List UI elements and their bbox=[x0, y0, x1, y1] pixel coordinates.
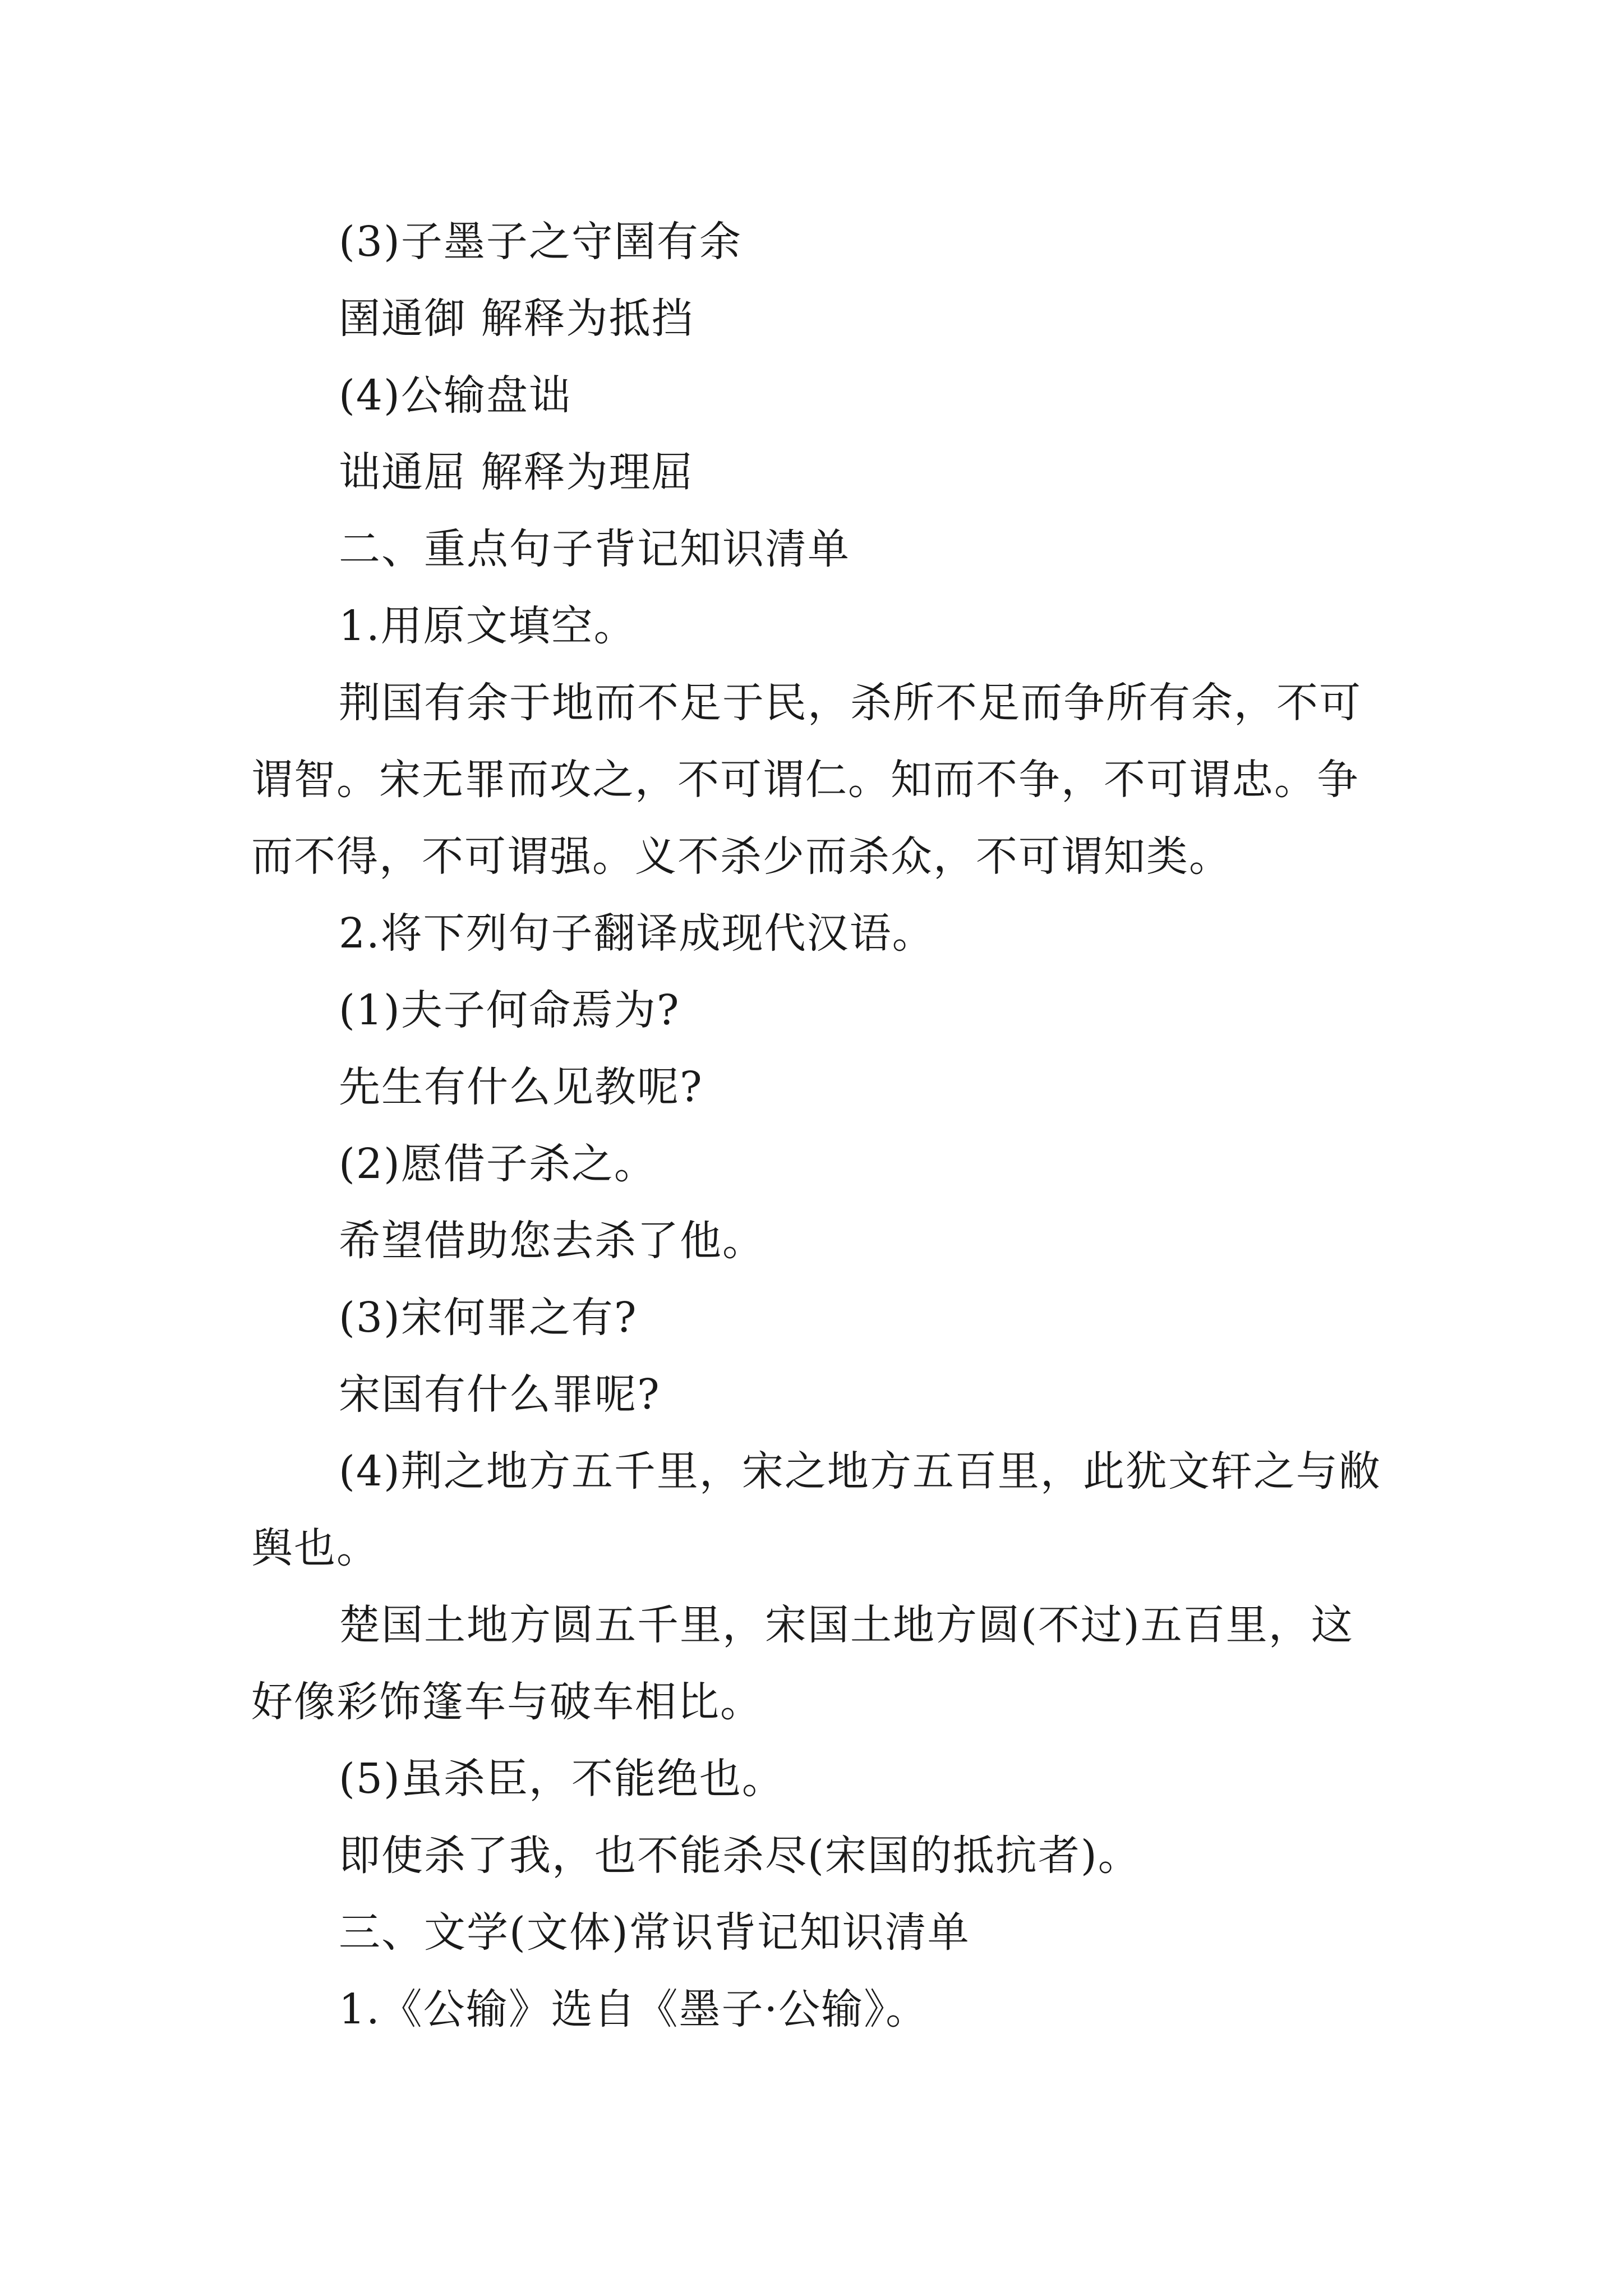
translate-sentence-4: (4)荆之地方五千里，宋之地方五百里，此犹文轩之与敝舆也。 bbox=[251, 1447, 1381, 1572]
section-heading-literary-knowledge: 三、文学(文体)常识背记知识清单 bbox=[339, 1908, 970, 1957]
translate-sentence-3: (3)宋何罪之有? bbox=[339, 1294, 638, 1342]
translate-sentence-5: (5)虽杀臣，不能绝也。 bbox=[339, 1755, 785, 1803]
translate-answer-5: 即使杀了我，也不能杀尽(宋国的抵抗者)。 bbox=[339, 1832, 1141, 1880]
question-fill-blank: 1.用原文填空。 bbox=[339, 602, 637, 650]
paragraph-tongjia-explain-3: 圉通御 解释为抵挡 bbox=[339, 295, 694, 343]
translate-answer-2: 希望借助您去杀了他。 bbox=[339, 1217, 765, 1265]
document-body bbox=[251, 204, 1390, 2048]
translate-answer-3: 宋国有什么罪呢? bbox=[339, 1370, 661, 1419]
translate-answer-4: 楚国土地方圆五千里，宋国土地方圆(不过)五百里，这好像彩饰篷车与破车相比。 bbox=[251, 1601, 1354, 1726]
translate-sentence-1: (1)夫子何命焉为? bbox=[339, 986, 680, 1034]
literary-knowledge-item-1: 1.《公输》选自《墨子·公输》。 bbox=[339, 1985, 929, 2033]
paragraph-tongjia-item-4: (4)公输盘诎 bbox=[339, 371, 571, 420]
paragraph-tongjia-item-3: (3)子墨子之守圉有余 bbox=[339, 218, 742, 266]
section-heading-key-sentences: 二、重点句子背记知识清单 bbox=[339, 525, 850, 573]
paragraph-original-text: 荆国有余于地而不足于民，杀所不足而争所有余，不可谓智。宋无罪而攻之，不可谓仁。知而不争，不可谓忠。争而不得，不可谓强。义不杀少而杀众，不可谓知类。 bbox=[251, 679, 1362, 881]
translate-sentence-2: (2)愿借子杀之。 bbox=[339, 1140, 657, 1188]
question-translate: 2.将下列句子翻译成现代汉语。 bbox=[339, 909, 935, 958]
paragraph-tongjia-explain-4: 诎通屈 解释为理屈 bbox=[339, 448, 694, 496]
translate-answer-1: 先生有什么见教呢? bbox=[339, 1063, 703, 1111]
